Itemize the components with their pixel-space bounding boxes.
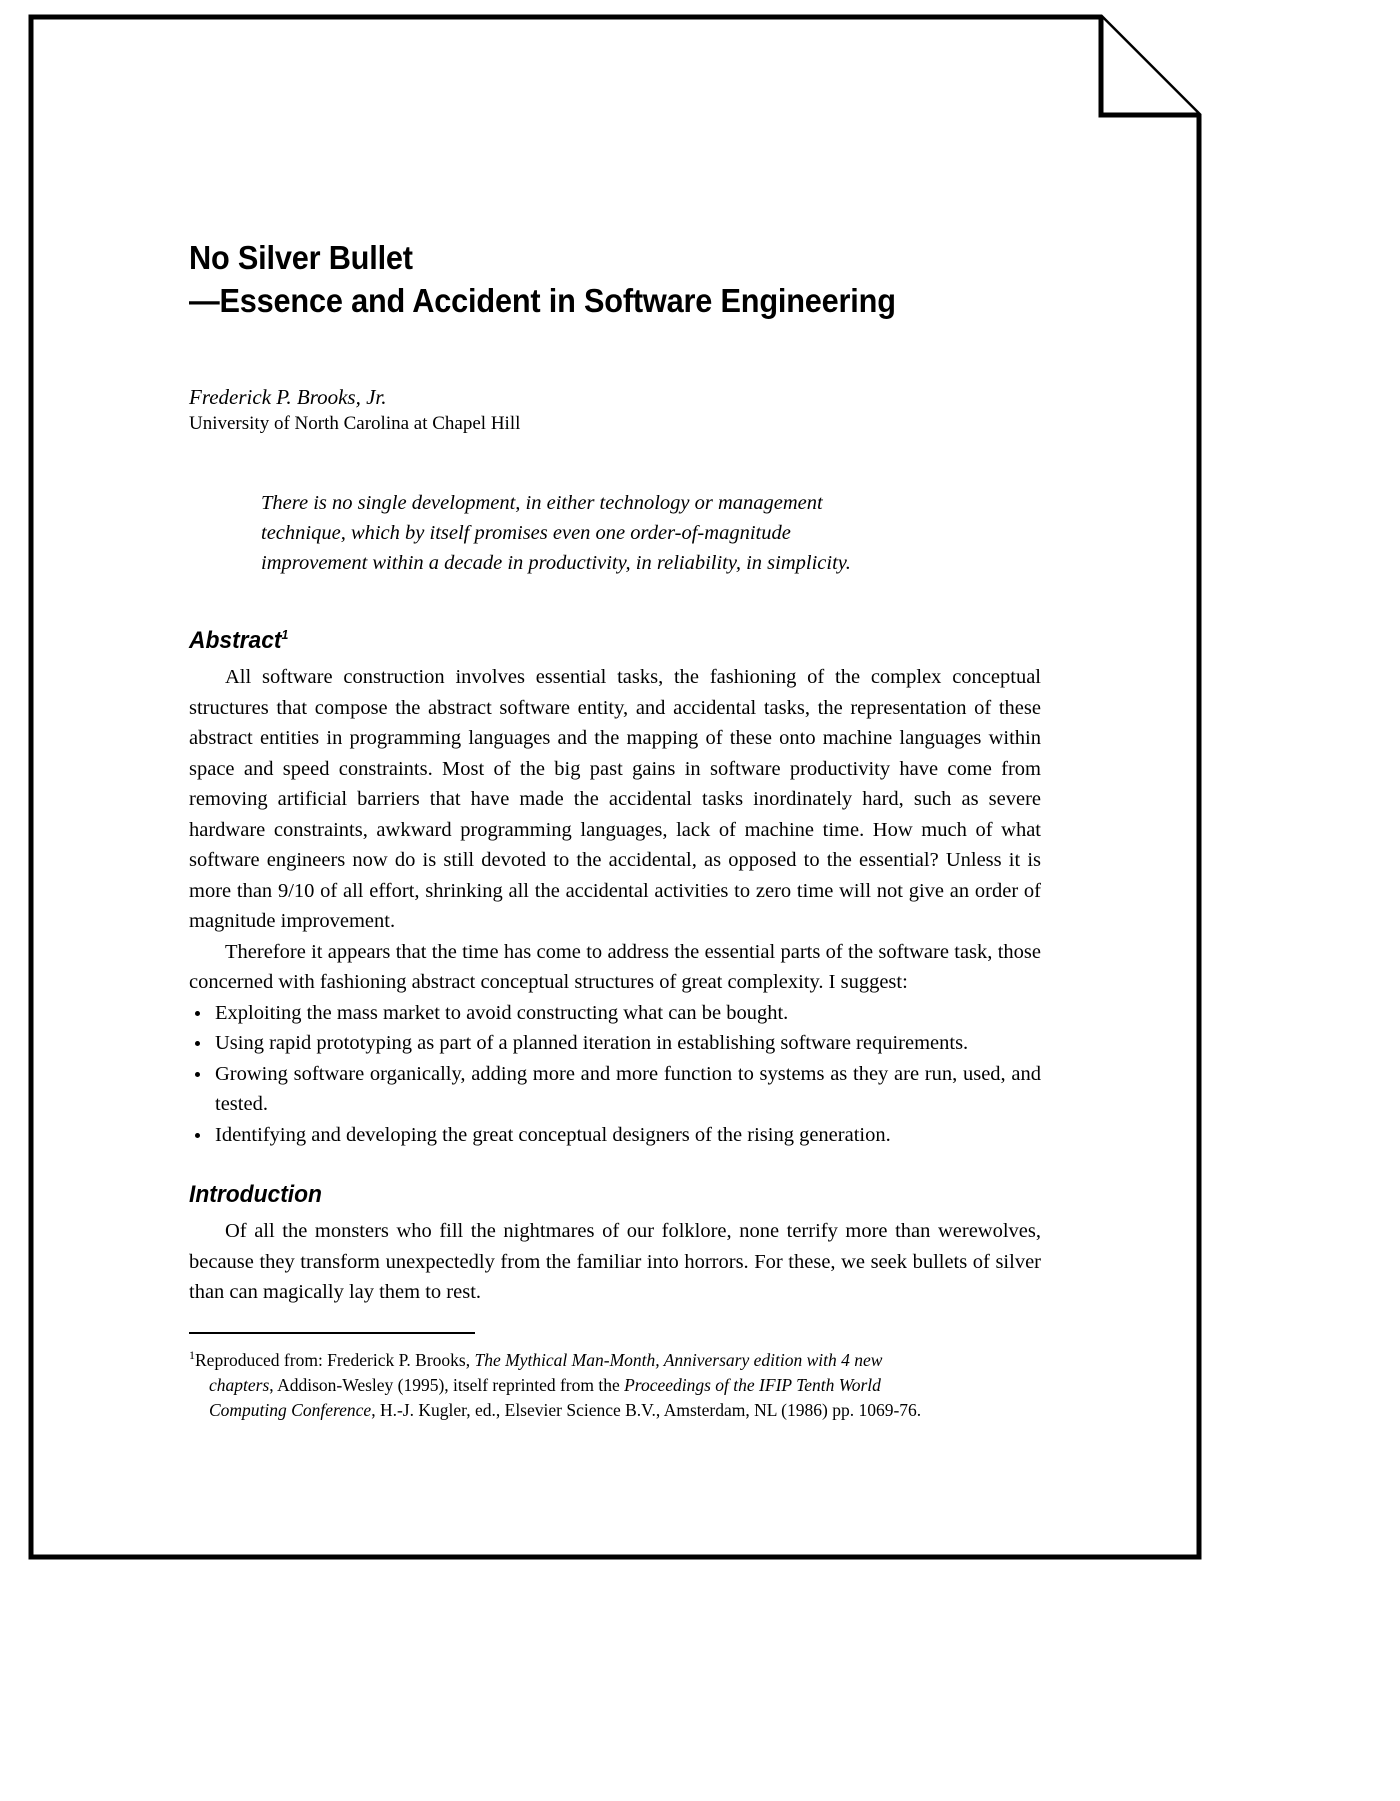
author-name: Frederick P. Brooks, Jr. bbox=[189, 385, 387, 409]
introduction-paragraph-1: Of all the monsters who fill the nightmares of our folklore, none terrify more than werewolves, because they transform unexpectedly from the familiar into horrors. For these, we seek bullets of silver than can magically lay them to rest. bbox=[189, 1220, 1041, 1303]
footnote-line2 bbox=[203, 1373, 1049, 1398]
footnote-block bbox=[189, 1332, 1049, 1423]
list-item bbox=[189, 998, 1041, 1029]
page-title-line2: —Essence and Accident in Software Engineering bbox=[189, 282, 896, 319]
footnote-text bbox=[189, 1348, 1049, 1423]
bullet-dot-icon bbox=[195, 1041, 200, 1046]
abstract-paragraph-1: All software construction involves essential tasks, the fashioning of the complex conceptual structures that compose the abstract software entity, and accidental tasks, the representation of these abstract entities in programming languages and the mapping of these onto machine languages within space and speed constraints. Most of the big past gains in software productivity have come from removing artificial barriers that have made the accidental tasks inordinately hard, such as severe hardware constraints, awkward programming languages, lack of machine time. How much of what software engineers now do is still devoted to the accidental, as opposed to the essential? Unless it is more than 9/10 of all effort, shrinking all the accidental activities to zero time will not give an order of magnitude improvement. bbox=[189, 666, 1041, 932]
footnote-line3 bbox=[203, 1398, 1049, 1423]
document-page bbox=[28, 14, 1202, 1560]
abstract-footnote-marker: 1 bbox=[281, 627, 289, 642]
title-block bbox=[189, 236, 1041, 322]
abstract-heading bbox=[189, 626, 998, 656]
list-item-text: Growing software organically, adding more and more function to systems as they are run, used, and tested. bbox=[215, 1062, 1041, 1115]
document-content bbox=[189, 236, 1041, 1308]
footnote-line2-plain: , Addison-Wesley (1995), itself reprinted from the bbox=[269, 1375, 625, 1395]
list-item-text: Using rapid prototyping as part of a planned iteration in establishing software requirements. bbox=[215, 1032, 969, 1054]
footnote-line3-italic: Computing Conference bbox=[209, 1400, 372, 1420]
author-affiliation: University of North Carolina at Chapel Hill bbox=[189, 413, 521, 434]
author-block bbox=[189, 384, 1041, 436]
footnote-line1-italic: The Mythical Man-Month, Anniversary edition with 4 new bbox=[474, 1350, 883, 1370]
list-item bbox=[189, 1028, 1041, 1059]
abstract-suggestion-list bbox=[189, 998, 1041, 1151]
list-item bbox=[189, 1120, 1041, 1151]
footnote-line1-plain: Reproduced from: Frederick P. Brooks, bbox=[195, 1350, 475, 1370]
abstract-paragraph-2: Therefore it appears that the time has come to address the essential parts of the software task, those concerned with fashioning abstract conceptual structures of great complexity. I suggest: bbox=[189, 940, 1041, 993]
footnote-line2-italic-b: Proceedings of the IFIP Tenth World bbox=[624, 1375, 881, 1395]
list-item-text: Exploiting the mass market to avoid constructing what can be bought. bbox=[215, 1001, 789, 1024]
section-spacer bbox=[189, 1150, 1041, 1180]
epigraph-line3: improvement within a decade in productivity, in reliability, in simplicity. bbox=[261, 552, 851, 574]
footnote-separator-rule bbox=[189, 1332, 475, 1334]
bullet-dot-icon bbox=[195, 1072, 200, 1077]
footnote-line2-italic-a: chapters bbox=[209, 1375, 270, 1395]
introduction-heading: Introduction bbox=[189, 1181, 322, 1208]
epigraph-line1: There is no single development, in either technology or management bbox=[261, 492, 823, 514]
footnote-marker: 1 bbox=[189, 1348, 195, 1363]
abstract-heading-label: Abstract bbox=[189, 627, 282, 654]
list-item bbox=[189, 1059, 1041, 1120]
bullet-dot-icon bbox=[195, 1011, 200, 1016]
epigraph bbox=[261, 488, 1001, 578]
page-title-line1: No Silver Bullet bbox=[189, 239, 413, 276]
footnote-line3-plain: , H.-J. Kugler, ed., Elsevier Science B.V., Amsterdam, NL (1986) pp. 1069-76. bbox=[371, 1400, 922, 1420]
list-item-text: Identifying and developing the great conceptual designers of the rising generation. bbox=[215, 1123, 891, 1146]
bullet-dot-icon bbox=[195, 1133, 200, 1138]
epigraph-line2: technique, which by itself promises even one order-of-magnitude bbox=[261, 522, 791, 544]
